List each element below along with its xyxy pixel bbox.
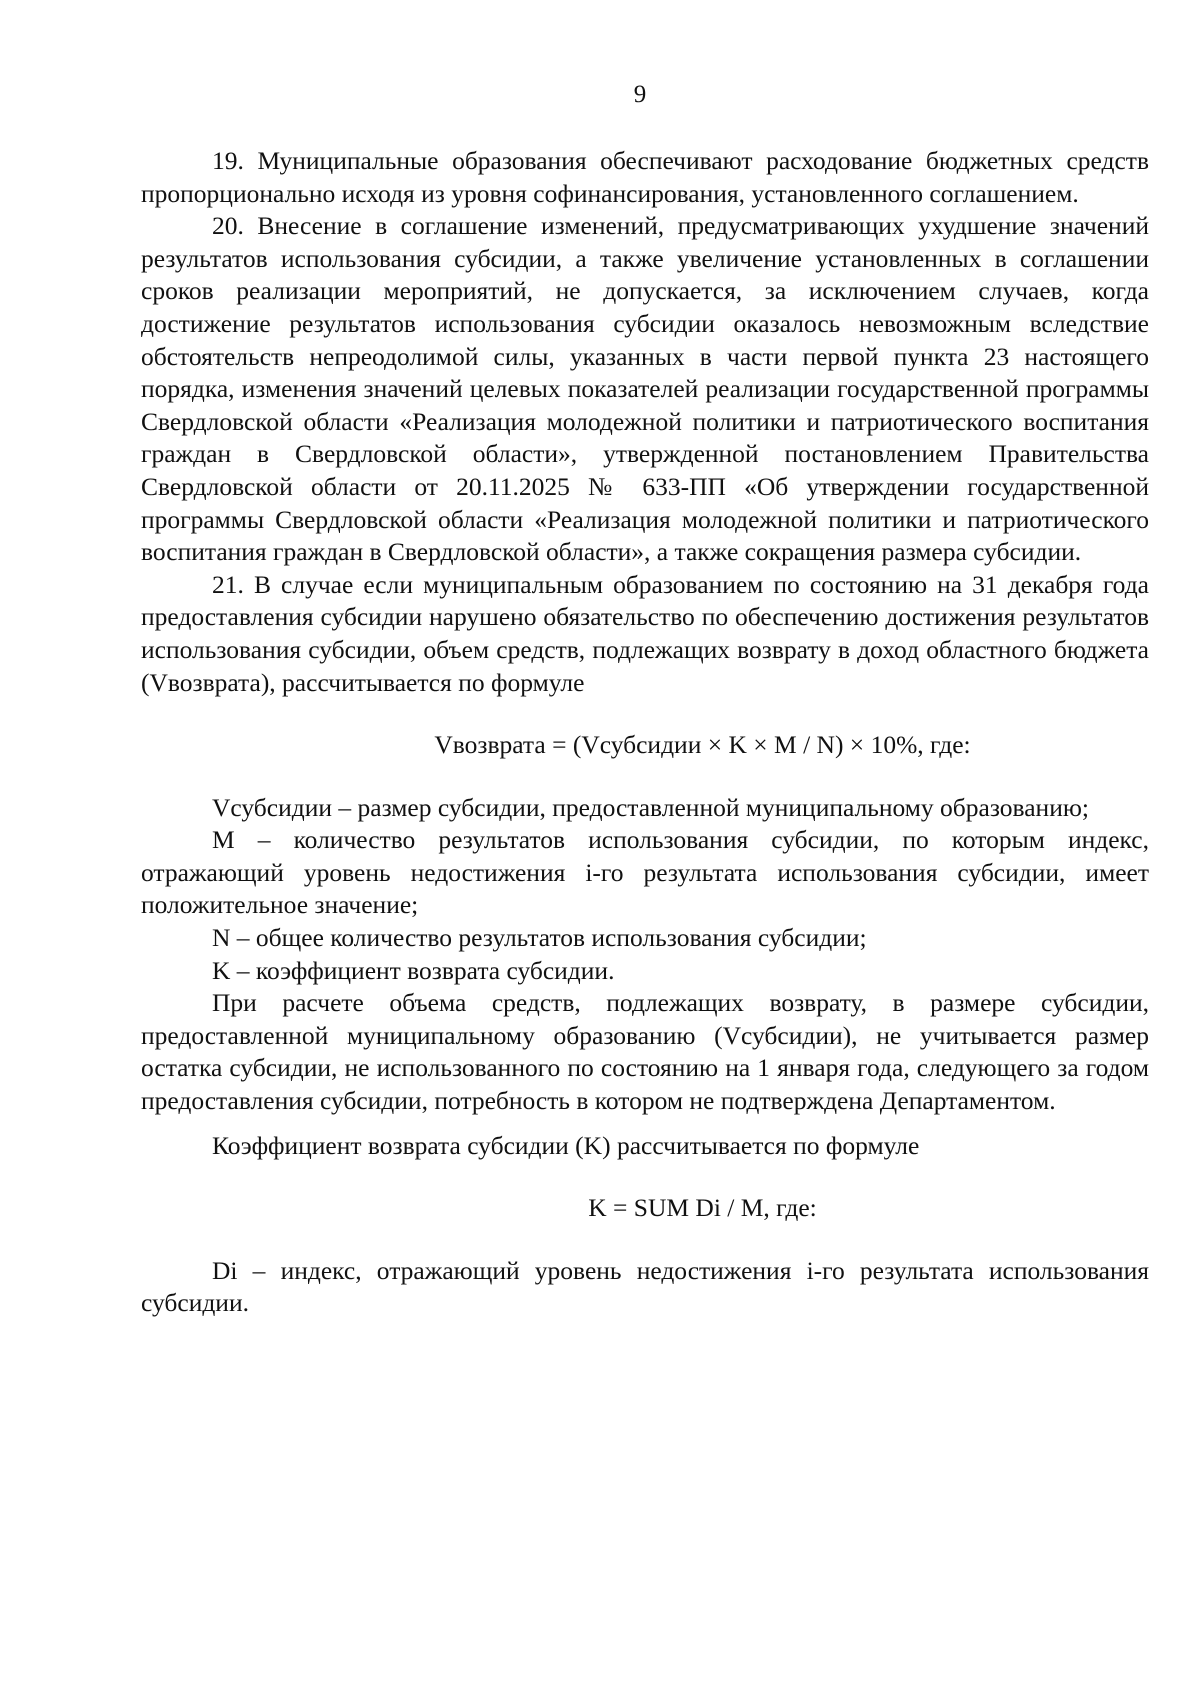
definition-vsubsidii: Vсубсидии – размер субсидии, предоставленной муниципальному образованию; — [212, 792, 1089, 822]
page-number: 9 — [633, 81, 647, 108]
coefficient-intro: Коэффициент возврата субсидии (K) рассчитывается по формуле — [212, 1130, 920, 1160]
paragraph-21: 21. В случае если муниципальным образованием по состоянию на 31 декабря года предоставления субсидии нарушено обязательство по обеспечению достижения результатов использования субсидии, объем средств, подлежащих возврату в доход областного бюджета (Vвозврата), рассчитывается по формуле — [141, 569, 1149, 697]
paragraph-calculation: При расчете объема средств, подлежащих возврату, в размере субсидии, предоставленной муниципальному образованию (Vсубсидии), не учитывается размер остатка субсидии, не использованного по состоянию на 1 января года, следующего за годом предоставления субсидии, потребность в котором не подтверждена Департаментом. — [141, 988, 1149, 1116]
paragraph-19: 19. Муниципальные образования обеспечивают расходование бюджетных средств пропорционально исходя из уровня софинансирования, установленного соглашением. — [141, 146, 1149, 208]
definition-m: M – количество результатов использования субсидии, по которым индекс, отражающий уровень недостижения i-го результата использования субсидии, имеет положительное значение; — [141, 825, 1149, 920]
definition-n: N – общее количество результатов использования субсидии; — [212, 923, 867, 953]
definition-k: K – коэффициент возврата субсидии. — [212, 955, 615, 985]
definition-di: Di – индекс, отражающий уровень недостижения i-го результата использования субсидии. — [141, 1255, 1149, 1318]
formula-coefficient: K = SUM Di / M, где: — [588, 1193, 817, 1223]
document-body — [141, 145, 1149, 1320]
formula-return-volume: Vвозврата = (Vсубсидии × K × M / N) × 10%, где: — [434, 730, 971, 760]
paragraph-20: 20. Внесение в соглашение изменений, предусматривающих ухудшение значений результатов использования субсидии, а также увеличение установленных в соглашении сроков реализации мероприятий, не допускается, за исключением случаев, когда достижение результатов использования субсидии оказалось невозможным вследствие обстоятельств непреодолимой силы, указанных в части первой пункта 23 настоящего порядка, изменения значений целевых показателей реализации государственной программы Свердловской области «Реализация молодежной политики и патриотического воспитания граждан в Свердловской области», утвержденной постановлением Правительства Свердловской области от 20.11.2025 № 633-ПП «Об утверждении государственной программы Свердловской области «Реализация молодежной политики и патриотического воспитания граждан в Свердловской области», а также сокращения размера субсидии. — [141, 211, 1149, 567]
